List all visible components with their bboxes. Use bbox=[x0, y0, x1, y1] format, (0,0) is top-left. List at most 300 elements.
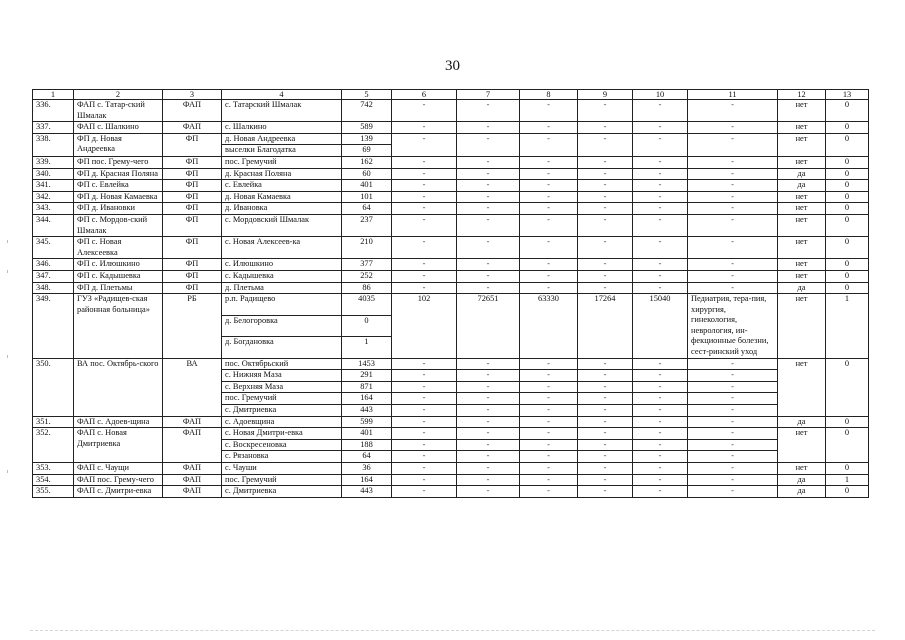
detail-v9: - bbox=[578, 358, 633, 370]
detail-v11: - bbox=[688, 405, 778, 417]
beds-value: - bbox=[392, 122, 457, 134]
facility-name: ФП с. Евлейка bbox=[74, 180, 163, 192]
value-10: 15040 bbox=[633, 294, 688, 359]
table-row bbox=[33, 156, 869, 168]
settlement-name: пос. Гремучий bbox=[222, 156, 342, 168]
population: 443 bbox=[342, 405, 392, 417]
detail-v11: - bbox=[688, 428, 778, 440]
column-number-row bbox=[33, 90, 869, 100]
scan-edge-mark bbox=[7, 470, 8, 473]
settlement-name: д. Богдановка bbox=[222, 337, 342, 359]
population: 1453 bbox=[342, 358, 392, 370]
facility-name: ФП д. Ивановки bbox=[74, 203, 163, 215]
detail-v8: - bbox=[520, 393, 578, 405]
value-10: - bbox=[633, 259, 688, 271]
value-8: - bbox=[520, 259, 578, 271]
facility-type: ФАП bbox=[163, 474, 222, 486]
beds-value: - bbox=[392, 282, 457, 294]
specialties: - bbox=[688, 259, 778, 271]
beds-value: - bbox=[392, 156, 457, 168]
population: 164 bbox=[342, 474, 392, 486]
value-9: - bbox=[578, 203, 633, 215]
facility-type: ФП bbox=[163, 191, 222, 203]
scan-edge-mark bbox=[7, 240, 8, 243]
flag-value: да bbox=[778, 486, 826, 498]
detail-v6: - bbox=[392, 393, 457, 405]
value-10: - bbox=[633, 282, 688, 294]
facility-type: ФП bbox=[163, 214, 222, 236]
population: 443 bbox=[342, 486, 392, 498]
facility-type: ФАП bbox=[163, 428, 222, 463]
facility-name: ФАП с. Новая Дмитриевка bbox=[74, 428, 163, 463]
value-9: - bbox=[578, 259, 633, 271]
value-8: - bbox=[520, 474, 578, 486]
facility-name: ФП с. Илюшкино bbox=[74, 259, 163, 271]
table-row bbox=[33, 282, 869, 294]
settlement-name: с. Адоевщина bbox=[222, 416, 342, 428]
value-9: - bbox=[578, 133, 633, 156]
population: 60 bbox=[342, 168, 392, 180]
value-8: - bbox=[520, 416, 578, 428]
detail-v9: - bbox=[578, 381, 633, 393]
facility-type: ФП bbox=[163, 203, 222, 215]
value-10: - bbox=[633, 100, 688, 122]
column-number-7: 7 bbox=[457, 90, 520, 100]
beds-value: - bbox=[392, 133, 457, 156]
value-7: - bbox=[457, 282, 520, 294]
value-10: - bbox=[633, 237, 688, 259]
table-row bbox=[33, 214, 869, 236]
count-value: 0 bbox=[826, 180, 869, 192]
detail-v6: - bbox=[392, 428, 457, 440]
facility-type: ФАП bbox=[163, 122, 222, 134]
beds-value: - bbox=[392, 191, 457, 203]
value-9: - bbox=[578, 486, 633, 498]
table-header bbox=[33, 90, 869, 100]
detail-v9: - bbox=[578, 428, 633, 440]
value-8: 63330 bbox=[520, 294, 578, 359]
beds-value: - bbox=[392, 474, 457, 486]
flag-value: да bbox=[778, 180, 826, 192]
table-row bbox=[33, 203, 869, 215]
settlement-name: с. Воскресеновка bbox=[222, 439, 342, 451]
count-value: 0 bbox=[826, 237, 869, 259]
detail-v9: - bbox=[578, 393, 633, 405]
table-row bbox=[33, 294, 869, 316]
value-10: - bbox=[633, 191, 688, 203]
table-body bbox=[33, 100, 869, 498]
column-number-1: 1 bbox=[33, 90, 74, 100]
flag-value: нет bbox=[778, 203, 826, 215]
detail-v6: - bbox=[392, 370, 457, 382]
detail-v6: - bbox=[392, 358, 457, 370]
row-number: 343. bbox=[33, 203, 74, 215]
value-10: - bbox=[633, 180, 688, 192]
column-number-11: 11 bbox=[688, 90, 778, 100]
detail-v10: - bbox=[633, 405, 688, 417]
value-9: - bbox=[578, 168, 633, 180]
row-number: 337. bbox=[33, 122, 74, 134]
column-number-8: 8 bbox=[520, 90, 578, 100]
count-value: 1 bbox=[826, 294, 869, 359]
table-row bbox=[33, 486, 869, 498]
table-row bbox=[33, 259, 869, 271]
value-8: - bbox=[520, 463, 578, 475]
beds-value: - bbox=[392, 486, 457, 498]
detail-v7: - bbox=[457, 405, 520, 417]
flag-value: нет bbox=[778, 191, 826, 203]
facility-name: ФП с. Мордов-ский Шмалак bbox=[74, 214, 163, 236]
detail-v8: - bbox=[520, 405, 578, 417]
beds-value: - bbox=[392, 214, 457, 236]
specialties: - bbox=[688, 416, 778, 428]
table-row bbox=[33, 428, 869, 440]
population: 589 bbox=[342, 122, 392, 134]
specialties: - bbox=[688, 191, 778, 203]
value-7: - bbox=[457, 259, 520, 271]
settlement-name: с. Дмитриевка bbox=[222, 405, 342, 417]
beds-value: - bbox=[392, 463, 457, 475]
value-9: - bbox=[578, 156, 633, 168]
detail-v8: - bbox=[520, 428, 578, 440]
row-number: 339. bbox=[33, 156, 74, 168]
detail-v7: - bbox=[457, 393, 520, 405]
value-7: - bbox=[457, 237, 520, 259]
flag-value: нет bbox=[778, 294, 826, 359]
flag-value: нет bbox=[778, 237, 826, 259]
population: 36 bbox=[342, 463, 392, 475]
count-value: 0 bbox=[826, 156, 869, 168]
facility-type: РБ bbox=[163, 294, 222, 359]
facility-type: ФАП bbox=[163, 100, 222, 122]
population: 401 bbox=[342, 180, 392, 192]
facility-type: ФП bbox=[163, 180, 222, 192]
detail-v7: - bbox=[457, 428, 520, 440]
settlement-name: д. Белогоровка bbox=[222, 315, 342, 337]
settlement-name: с. Илюшкино bbox=[222, 259, 342, 271]
facility-name: ФП с. Кадышевка bbox=[74, 270, 163, 282]
detail-v11: - bbox=[688, 381, 778, 393]
detail-v6: - bbox=[392, 451, 457, 463]
value-9: - bbox=[578, 270, 633, 282]
count-value: 0 bbox=[826, 100, 869, 122]
detail-v10: - bbox=[633, 393, 688, 405]
settlement-name: д. Красная Поляна bbox=[222, 168, 342, 180]
row-number: 354. bbox=[33, 474, 74, 486]
scan-edge-mark bbox=[7, 270, 8, 273]
facility-name: ФП пос. Грему-чего bbox=[74, 156, 163, 168]
value-7: - bbox=[457, 133, 520, 156]
value-9: - bbox=[578, 474, 633, 486]
column-number-2: 2 bbox=[74, 90, 163, 100]
detail-v8: - bbox=[520, 358, 578, 370]
facility-name: ФАП с. Шалкино bbox=[74, 122, 163, 134]
facility-name: ФП с. Новая Алексеевка bbox=[74, 237, 163, 259]
value-7: - bbox=[457, 180, 520, 192]
settlement-name: с. Новая Дмитри-евка bbox=[222, 428, 342, 440]
flag-value: да bbox=[778, 168, 826, 180]
row-number: 346. bbox=[33, 259, 74, 271]
detail-v6: - bbox=[392, 405, 457, 417]
flag-value: да bbox=[778, 282, 826, 294]
row-number: 351. bbox=[33, 416, 74, 428]
flag-value: да bbox=[778, 416, 826, 428]
value-9: - bbox=[578, 214, 633, 236]
population: 101 bbox=[342, 191, 392, 203]
value-10: - bbox=[633, 203, 688, 215]
beds-value: - bbox=[392, 180, 457, 192]
value-9: - bbox=[578, 191, 633, 203]
facility-type: ФП bbox=[163, 237, 222, 259]
population: 871 bbox=[342, 381, 392, 393]
row-number: 350. bbox=[33, 358, 74, 416]
detail-v6: - bbox=[392, 439, 457, 451]
facility-name: ФАП пос. Грему-чего bbox=[74, 474, 163, 486]
facility-type: ФП bbox=[163, 156, 222, 168]
flag-value: нет bbox=[778, 214, 826, 236]
row-number: 347. bbox=[33, 270, 74, 282]
value-10: - bbox=[633, 270, 688, 282]
settlement-name: выселки Благодатка bbox=[222, 145, 342, 157]
detail-v11: - bbox=[688, 451, 778, 463]
facility-type: ФП bbox=[163, 259, 222, 271]
facility-type: ФП bbox=[163, 282, 222, 294]
table-row bbox=[33, 100, 869, 122]
flag-value: нет bbox=[778, 122, 826, 134]
value-8: - bbox=[520, 282, 578, 294]
specialties: - bbox=[688, 214, 778, 236]
value-8: - bbox=[520, 168, 578, 180]
table-row bbox=[33, 416, 869, 428]
count-value: 0 bbox=[826, 133, 869, 156]
population: 252 bbox=[342, 270, 392, 282]
detail-v7: - bbox=[457, 381, 520, 393]
value-8: - bbox=[520, 203, 578, 215]
count-value: 0 bbox=[826, 416, 869, 428]
column-number-10: 10 bbox=[633, 90, 688, 100]
value-8: - bbox=[520, 486, 578, 498]
settlement-name: с. Шалкино bbox=[222, 122, 342, 134]
settlement-name: пос. Гремучий bbox=[222, 393, 342, 405]
settlement-name: д. Новая Андреевка bbox=[222, 133, 342, 145]
detail-v7: - bbox=[457, 358, 520, 370]
value-7: - bbox=[457, 214, 520, 236]
value-7: - bbox=[457, 122, 520, 134]
detail-v11: - bbox=[688, 393, 778, 405]
population: 139 bbox=[342, 133, 392, 145]
value-7: - bbox=[457, 203, 520, 215]
detail-v10: - bbox=[633, 358, 688, 370]
value-7: - bbox=[457, 100, 520, 122]
value-8: - bbox=[520, 214, 578, 236]
count-value: 0 bbox=[826, 358, 869, 416]
column-number-4: 4 bbox=[222, 90, 342, 100]
table-row bbox=[33, 463, 869, 475]
detail-v8: - bbox=[520, 439, 578, 451]
detail-v8: - bbox=[520, 370, 578, 382]
settlement-name: с. Мордовский Шмалак bbox=[222, 214, 342, 236]
flag-value: нет bbox=[778, 358, 826, 416]
table-row bbox=[33, 133, 869, 145]
count-value: 0 bbox=[826, 191, 869, 203]
flag-value: нет bbox=[778, 156, 826, 168]
facility-table bbox=[32, 89, 869, 498]
value-7: - bbox=[457, 463, 520, 475]
settlement-name: с. Рязановка bbox=[222, 451, 342, 463]
value-9: - bbox=[578, 416, 633, 428]
population: 742 bbox=[342, 100, 392, 122]
specialties: - bbox=[688, 486, 778, 498]
population: 599 bbox=[342, 416, 392, 428]
detail-v9: - bbox=[578, 451, 633, 463]
detail-v11: - bbox=[688, 358, 778, 370]
count-value: 0 bbox=[826, 168, 869, 180]
detail-v9: - bbox=[578, 370, 633, 382]
value-10: - bbox=[633, 486, 688, 498]
count-value: 0 bbox=[826, 259, 869, 271]
count-value: 0 bbox=[826, 282, 869, 294]
detail-v8: - bbox=[520, 451, 578, 463]
detail-v6: - bbox=[392, 381, 457, 393]
specialties: - bbox=[688, 203, 778, 215]
beds-value: - bbox=[392, 203, 457, 215]
value-10: - bbox=[633, 474, 688, 486]
population: 0 bbox=[342, 315, 392, 337]
row-number: 340. bbox=[33, 168, 74, 180]
facility-type: ВА bbox=[163, 358, 222, 416]
row-number: 352. bbox=[33, 428, 74, 463]
specialties: - bbox=[688, 474, 778, 486]
settlement-name: пос. Октябрьский bbox=[222, 358, 342, 370]
facility-name: ФАП с. Дмитри-евка bbox=[74, 486, 163, 498]
value-8: - bbox=[520, 100, 578, 122]
value-7: - bbox=[457, 416, 520, 428]
row-number: 344. bbox=[33, 214, 74, 236]
flag-value: нет bbox=[778, 133, 826, 156]
row-number: 348. bbox=[33, 282, 74, 294]
population: 164 bbox=[342, 393, 392, 405]
value-10: - bbox=[633, 463, 688, 475]
table-row bbox=[33, 168, 869, 180]
value-9: - bbox=[578, 282, 633, 294]
population: 4035 bbox=[342, 294, 392, 316]
value-8: - bbox=[520, 180, 578, 192]
population: 162 bbox=[342, 156, 392, 168]
settlement-name: д. Новая Камаевка bbox=[222, 191, 342, 203]
table-row bbox=[33, 191, 869, 203]
value-9: - bbox=[578, 463, 633, 475]
value-10: - bbox=[633, 133, 688, 156]
value-10: - bbox=[633, 214, 688, 236]
value-7: - bbox=[457, 474, 520, 486]
settlement-name: пос. Гремучий bbox=[222, 474, 342, 486]
beds-value: - bbox=[392, 237, 457, 259]
detail-v10: - bbox=[633, 439, 688, 451]
settlement-name: д. Ивановка bbox=[222, 203, 342, 215]
specialties: - bbox=[688, 237, 778, 259]
specialties: - bbox=[688, 133, 778, 156]
value-7: - bbox=[457, 270, 520, 282]
specialties: - bbox=[688, 100, 778, 122]
specialties: - bbox=[688, 463, 778, 475]
facility-name: ФАП с. Татар-ский Шмалак bbox=[74, 100, 163, 122]
value-9: 17264 bbox=[578, 294, 633, 359]
flag-value: нет bbox=[778, 428, 826, 463]
detail-v11: - bbox=[688, 439, 778, 451]
value-8: - bbox=[520, 270, 578, 282]
count-value: 0 bbox=[826, 486, 869, 498]
detail-v10: - bbox=[633, 451, 688, 463]
settlement-name: с. Дмитриевка bbox=[222, 486, 342, 498]
settlement-name: д. Плетьма bbox=[222, 282, 342, 294]
row-number: 336. bbox=[33, 100, 74, 122]
column-number-5: 5 bbox=[342, 90, 392, 100]
column-number-12: 12 bbox=[778, 90, 826, 100]
flag-value: да bbox=[778, 474, 826, 486]
facility-name: ФАП с. Чаущи bbox=[74, 463, 163, 475]
detail-v7: - bbox=[457, 370, 520, 382]
detail-v7: - bbox=[457, 439, 520, 451]
column-number-9: 9 bbox=[578, 90, 633, 100]
facility-type: ФП bbox=[163, 270, 222, 282]
specialties: - bbox=[688, 282, 778, 294]
count-value: 0 bbox=[826, 203, 869, 215]
settlement-name: р.п. Радищево bbox=[222, 294, 342, 316]
facility-name: ФП д. Новая Андреевка bbox=[74, 133, 163, 156]
column-number-3: 3 bbox=[163, 90, 222, 100]
value-10: - bbox=[633, 122, 688, 134]
settlement-name: с. Чауши bbox=[222, 463, 342, 475]
beds-value: - bbox=[392, 168, 457, 180]
specialties: - bbox=[688, 156, 778, 168]
value-9: - bbox=[578, 180, 633, 192]
value-8: - bbox=[520, 122, 578, 134]
facility-name: ФП д. Плетьмы bbox=[74, 282, 163, 294]
detail-v7: - bbox=[457, 451, 520, 463]
facility-type: ФАП bbox=[163, 416, 222, 428]
row-number: 355. bbox=[33, 486, 74, 498]
detail-v9: - bbox=[578, 405, 633, 417]
beds-value: - bbox=[392, 416, 457, 428]
beds-value: - bbox=[392, 100, 457, 122]
count-value: 0 bbox=[826, 463, 869, 475]
facility-name: ФП д. Красная Поляна bbox=[74, 168, 163, 180]
row-number: 349. bbox=[33, 294, 74, 359]
value-8: - bbox=[520, 156, 578, 168]
column-number-13: 13 bbox=[826, 90, 869, 100]
population: 377 bbox=[342, 259, 392, 271]
settlement-name: с. Нижняя Маза bbox=[222, 370, 342, 382]
flag-value: нет bbox=[778, 270, 826, 282]
table-row bbox=[33, 358, 869, 370]
value-9: - bbox=[578, 100, 633, 122]
specialties: - bbox=[688, 168, 778, 180]
beds-value: - bbox=[392, 270, 457, 282]
value-7: - bbox=[457, 486, 520, 498]
facility-name: ВА пос. Октябрь-ского bbox=[74, 358, 163, 416]
count-value: 0 bbox=[826, 270, 869, 282]
population: 188 bbox=[342, 439, 392, 451]
settlement-name: с. Кадышевка bbox=[222, 270, 342, 282]
settlement-name: с. Евлейка bbox=[222, 180, 342, 192]
row-number: 353. bbox=[33, 463, 74, 475]
facility-name: ФП д. Новая Камаевка bbox=[74, 191, 163, 203]
flag-value: нет bbox=[778, 463, 826, 475]
value-7: 72651 bbox=[457, 294, 520, 359]
facility-name: ФАП с. Адоев-щина bbox=[74, 416, 163, 428]
facility-type: ФАП bbox=[163, 463, 222, 475]
settlement-name: с. Верхняя Маза bbox=[222, 381, 342, 393]
